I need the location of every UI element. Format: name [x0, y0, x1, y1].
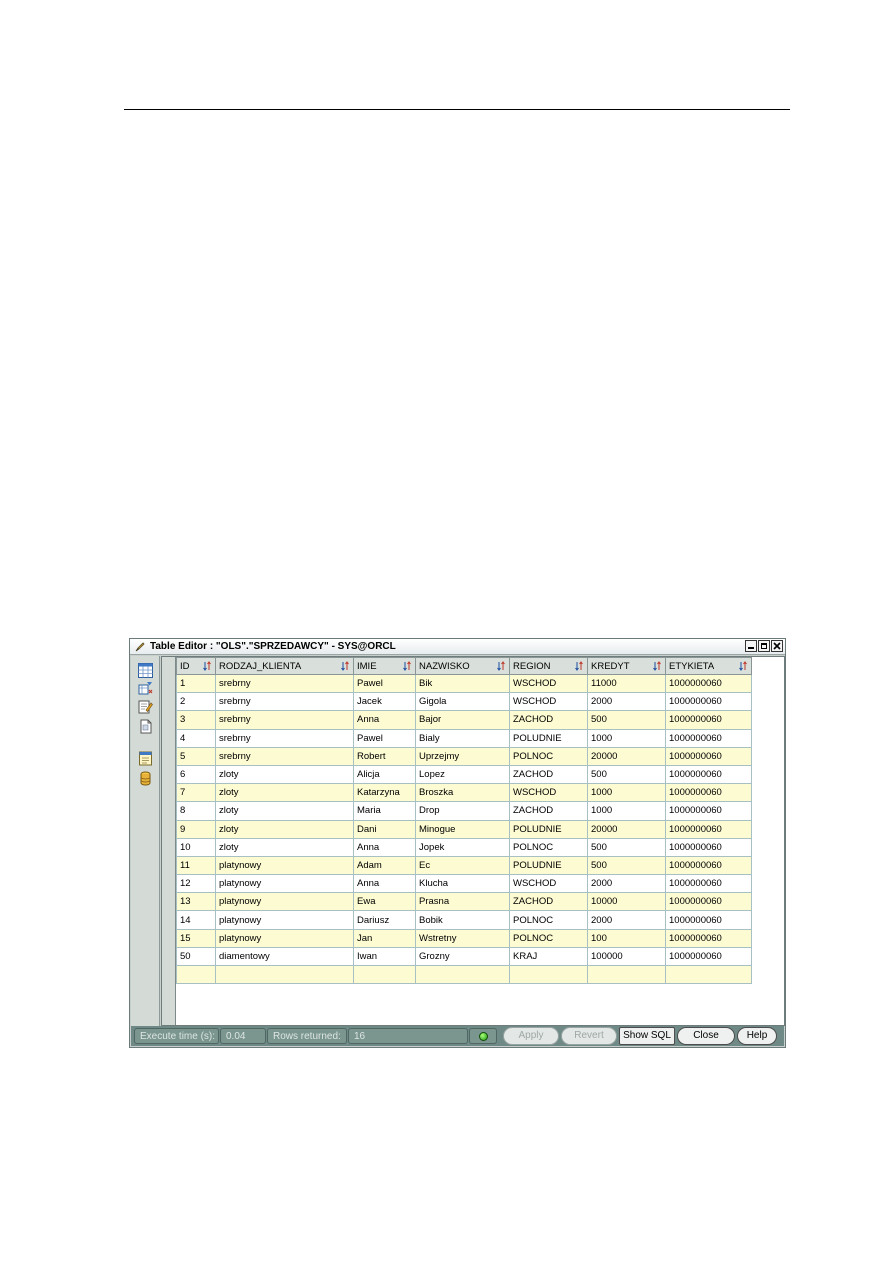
table-cell-imie[interactable]: Dani — [354, 820, 416, 838]
table-cell-region[interactable]: POLUDNIE — [510, 856, 588, 874]
table-cell-imie[interactable]: Maria — [354, 802, 416, 820]
table-header-row — [177, 658, 752, 675]
table-cell-etykieta[interactable]: 1000000060 — [666, 711, 752, 729]
table-cell-etykieta[interactable]: 1000000060 — [666, 765, 752, 783]
table-row[interactable] — [177, 675, 752, 693]
data-grid — [161, 656, 785, 1026]
table-cell-kredyt[interactable]: 2000 — [588, 911, 666, 929]
sort-arrows-icon[interactable] — [341, 661, 349, 671]
table-cell-kredyt[interactable]: 500 — [588, 838, 666, 856]
empty-cell[interactable] — [510, 966, 588, 984]
table-cell-imie[interactable]: Robert — [354, 747, 416, 765]
table-cell-region[interactable]: POLUDNIE — [510, 729, 588, 747]
table-row[interactable] — [177, 711, 752, 729]
table-cell-nazwisko[interactable]: Bobik — [416, 911, 510, 929]
close-button[interactable]: Close — [677, 1027, 735, 1045]
sort-arrows-icon[interactable] — [653, 661, 661, 671]
side-toolbar — [131, 656, 160, 1026]
execute-time-value: 0.04 — [220, 1028, 266, 1044]
table-cell-etykieta[interactable]: 1000000060 — [666, 747, 752, 765]
table-cell-nazwisko[interactable]: Uprzejmy — [416, 747, 510, 765]
table-cell-imie[interactable]: Ewa — [354, 893, 416, 911]
table-cell-nazwisko[interactable]: Lopez — [416, 765, 510, 783]
table-cell-region[interactable]: WSCHOD — [510, 875, 588, 893]
table-cell-etykieta[interactable]: 1000000060 — [666, 875, 752, 893]
table-cell-id[interactable]: 1 — [177, 675, 216, 693]
table-grid-icon[interactable] — [137, 662, 153, 678]
table-cell-nazwisko[interactable]: Drop — [416, 802, 510, 820]
table-cell-region[interactable]: KRAJ — [510, 947, 588, 965]
table-cell-region[interactable]: POLNOC — [510, 747, 588, 765]
table-cell-region[interactable]: POLNOC — [510, 929, 588, 947]
status-led — [469, 1028, 497, 1044]
table-cell-rodzaj-klienta[interactable]: zloty — [216, 838, 354, 856]
column-header-etykieta[interactable] — [666, 658, 752, 675]
empty-cell[interactable] — [588, 966, 666, 984]
table-cell-id[interactable]: 13 — [177, 893, 216, 911]
table-cell-imie[interactable]: Katarzyna — [354, 784, 416, 802]
table-cell-kredyt[interactable]: 1000 — [588, 802, 666, 820]
table-cell-rodzaj-klienta[interactable]: zloty — [216, 820, 354, 838]
rows-returned-value: 16 — [348, 1028, 468, 1044]
table-cell-kredyt[interactable]: 500 — [588, 856, 666, 874]
column-header-label: REGION — [513, 660, 551, 672]
table-cell-rodzaj-klienta[interactable]: zloty — [216, 765, 354, 783]
table-cell-id[interactable]: 12 — [177, 875, 216, 893]
table-row[interactable] — [177, 947, 752, 965]
table-row[interactable] — [177, 802, 752, 820]
column-header-id[interactable] — [177, 658, 216, 675]
pen-editor-icon — [134, 641, 146, 653]
table-cell-rodzaj-klienta[interactable]: platynowy — [216, 875, 354, 893]
column-header-label: IMIE — [357, 660, 377, 672]
table-cell-imie[interactable]: Dariusz — [354, 911, 416, 929]
document-icon[interactable] — [137, 718, 153, 734]
column-header-label: RODZAJ_KLIENTA — [219, 660, 302, 672]
table-cell-imie[interactable]: Anna — [354, 711, 416, 729]
table-cell-region[interactable]: ZACHOD — [510, 802, 588, 820]
table-editor-window — [129, 638, 786, 1048]
table-cell-rodzaj-klienta[interactable]: zloty — [216, 784, 354, 802]
table-cell-region[interactable]: POLUDNIE — [510, 820, 588, 838]
sort-arrows-icon[interactable] — [739, 661, 747, 671]
table-cell-region[interactable]: WSCHOD — [510, 784, 588, 802]
table-row[interactable] — [177, 911, 752, 929]
query-filter-icon[interactable] — [137, 680, 153, 696]
table-cell-rodzaj-klienta[interactable]: platynowy — [216, 893, 354, 911]
column-header-label: ETYKIETA — [669, 660, 715, 672]
empty-cell[interactable] — [666, 966, 752, 984]
table-cell-kredyt[interactable]: 100 — [588, 929, 666, 947]
empty-cell[interactable] — [177, 966, 216, 984]
help-button[interactable]: Help — [737, 1027, 777, 1045]
sort-arrows-icon[interactable] — [497, 661, 505, 671]
table-cell-rodzaj-klienta[interactable]: platynowy — [216, 929, 354, 947]
table-cell-rodzaj-klienta[interactable]: srebrny — [216, 675, 354, 693]
table-row[interactable] — [177, 784, 752, 802]
table-cell-region[interactable]: ZACHOD — [510, 765, 588, 783]
minimize-button[interactable] — [745, 640, 757, 652]
notes-icon[interactable] — [137, 750, 153, 766]
table-cell-id[interactable]: 10 — [177, 838, 216, 856]
table-cell-imie[interactable]: Jacek — [354, 693, 416, 711]
table-cell-id[interactable]: 15 — [177, 929, 216, 947]
table-cell-imie[interactable]: Iwan — [354, 947, 416, 965]
column-header-label: NAZWISKO — [419, 660, 470, 672]
table-row[interactable] — [177, 875, 752, 893]
table-cell-nazwisko[interactable]: Prasna — [416, 893, 510, 911]
table-cell-rodzaj-klienta[interactable]: srebrny — [216, 711, 354, 729]
table-cell-nazwisko[interactable]: Bik — [416, 675, 510, 693]
table-cell-nazwisko[interactable]: Wstretny — [416, 929, 510, 947]
table-cell-id[interactable]: 4 — [177, 729, 216, 747]
sort-arrows-icon[interactable] — [575, 661, 583, 671]
table-cell-imie[interactable]: Jan — [354, 929, 416, 947]
table-cell-nazwisko[interactable]: Klucha — [416, 875, 510, 893]
window-titlebar[interactable] — [130, 639, 785, 655]
table-cell-rodzaj-klienta[interactable]: srebrny — [216, 729, 354, 747]
table-cell-id[interactable]: 14 — [177, 911, 216, 929]
table-cell-region[interactable]: POLNOC — [510, 911, 588, 929]
table-cell-imie[interactable]: Alicja — [354, 765, 416, 783]
table-cell-kredyt[interactable]: 10000 — [588, 893, 666, 911]
table-cell-imie[interactable]: Anna — [354, 875, 416, 893]
table-cell-imie[interactable]: Anna — [354, 838, 416, 856]
table-cell-etykieta[interactable]: 1000000060 — [666, 856, 752, 874]
sort-arrows-icon[interactable] — [203, 661, 211, 671]
column-header-imie[interactable] — [354, 658, 416, 675]
table-cell-etykieta[interactable]: 1000000060 — [666, 820, 752, 838]
table-cell-rodzaj-klienta[interactable]: srebrny — [216, 747, 354, 765]
close-window-button[interactable] — [771, 640, 783, 652]
table-cell-id[interactable]: 9 — [177, 820, 216, 838]
table-cell-etykieta[interactable]: 1000000060 — [666, 838, 752, 856]
revert-button[interactable]: Revert — [561, 1027, 617, 1045]
table-cell-region[interactable]: WSCHOD — [510, 693, 588, 711]
green-led-icon — [479, 1032, 488, 1041]
empty-cell[interactable] — [216, 966, 354, 984]
column-header-kredyt[interactable] — [588, 658, 666, 675]
table-cell-imie[interactable]: Pawel — [354, 729, 416, 747]
column-header-label: KREDYT — [591, 660, 630, 672]
edit-sql-icon[interactable] — [137, 698, 153, 714]
table-row[interactable] — [177, 765, 752, 783]
table-cell-region[interactable]: POLNOC — [510, 838, 588, 856]
table-cell-kredyt[interactable]: 500 — [588, 711, 666, 729]
table-cell-nazwisko[interactable]: Ec — [416, 856, 510, 874]
table-cell-rodzaj-klienta[interactable]: platynowy — [216, 911, 354, 929]
table-cell-id[interactable]: 6 — [177, 765, 216, 783]
database-cylinder-icon[interactable] — [137, 770, 153, 786]
table-cell-rodzaj-klienta[interactable]: zloty — [216, 802, 354, 820]
table-cell-kredyt[interactable]: 20000 — [588, 820, 666, 838]
table-cell-id[interactable]: 8 — [177, 802, 216, 820]
table-cell-id[interactable]: 11 — [177, 856, 216, 874]
table-cell-rodzaj-klienta[interactable]: diamentowy — [216, 947, 354, 965]
table-cell-id[interactable]: 7 — [177, 784, 216, 802]
table-cell-kredyt[interactable]: 500 — [588, 765, 666, 783]
table-cell-kredyt[interactable]: 2000 — [588, 693, 666, 711]
window-title: Table Editor : "OLS"."SPRZEDAWCY" - SYS@ORCL — [150, 641, 396, 652]
table-cell-nazwisko[interactable]: Bajor — [416, 711, 510, 729]
table-row[interactable] — [177, 838, 752, 856]
table-cell-kredyt[interactable]: 1000 — [588, 729, 666, 747]
sort-arrows-icon[interactable] — [403, 661, 411, 671]
window-controls — [745, 640, 783, 652]
table-cell-id[interactable]: 2 — [177, 693, 216, 711]
column-header-rodzaj-klienta[interactable] — [216, 658, 354, 675]
column-header-label: ID — [180, 660, 190, 672]
table-cell-id[interactable]: 5 — [177, 747, 216, 765]
close-icon — [773, 642, 781, 650]
table-cell-kredyt[interactable]: 20000 — [588, 747, 666, 765]
table-cell-etykieta[interactable]: 1000000060 — [666, 893, 752, 911]
column-header-nazwisko[interactable] — [416, 658, 510, 675]
new-record-row[interactable] — [177, 966, 752, 984]
table-cell-id[interactable]: 3 — [177, 711, 216, 729]
table-cell-region[interactable]: WSCHOD — [510, 675, 588, 693]
table-cell-etykieta[interactable]: 1000000060 — [666, 675, 752, 693]
table-cell-etykieta[interactable]: 1000000060 — [666, 911, 752, 929]
table-cell-etykieta[interactable]: 1000000060 — [666, 693, 752, 711]
table-cell-kredyt[interactable]: 1000 — [588, 784, 666, 802]
table-cell-kredyt[interactable]: 100000 — [588, 947, 666, 965]
table-cell-etykieta[interactable]: 1000000060 — [666, 784, 752, 802]
table-row[interactable] — [177, 820, 752, 838]
row-header-gutter — [162, 657, 176, 1025]
table-cell-nazwisko[interactable]: Jopek — [416, 838, 510, 856]
column-header-region[interactable] — [510, 658, 588, 675]
table-row[interactable] — [177, 693, 752, 711]
maximize-button[interactable] — [758, 640, 770, 652]
rows-returned-label: Rows returned: — [267, 1028, 347, 1044]
execute-time-label: Execute time (s): — [134, 1028, 219, 1044]
table-cell-imie[interactable]: Pawel — [354, 675, 416, 693]
table-cell-nazwisko[interactable]: Broszka — [416, 784, 510, 802]
table-cell-kredyt[interactable]: 11000 — [588, 675, 666, 693]
show-sql-button[interactable]: Show SQL — [619, 1027, 675, 1045]
table-cell-nazwisko[interactable]: Grozny — [416, 947, 510, 965]
table-row[interactable] — [177, 747, 752, 765]
table-cell-nazwisko[interactable]: Gigola — [416, 693, 510, 711]
table-cell-etykieta[interactable]: 1000000060 — [666, 729, 752, 747]
table-cell-rodzaj-klienta[interactable]: platynowy — [216, 856, 354, 874]
table-cell-region[interactable]: ZACHOD — [510, 711, 588, 729]
table-row[interactable] — [177, 856, 752, 874]
table-cell-rodzaj-klienta[interactable]: srebrny — [216, 693, 354, 711]
table-cell-etykieta[interactable]: 1000000060 — [666, 929, 752, 947]
table-row[interactable] — [177, 729, 752, 747]
empty-cell[interactable] — [416, 966, 510, 984]
table-row[interactable] — [177, 893, 752, 911]
page-top-rule — [124, 109, 790, 110]
results-table — [176, 657, 752, 984]
table-cell-etykieta[interactable]: 1000000060 — [666, 947, 752, 965]
table-cell-id[interactable]: 50 — [177, 947, 216, 965]
apply-button[interactable]: Apply — [503, 1027, 559, 1045]
table-row[interactable] — [177, 929, 752, 947]
table-cell-nazwisko[interactable]: Minogue — [416, 820, 510, 838]
table-cell-etykieta[interactable]: 1000000060 — [666, 802, 752, 820]
status-bar — [131, 1026, 784, 1046]
table-cell-imie[interactable]: Adam — [354, 856, 416, 874]
empty-cell[interactable] — [354, 966, 416, 984]
table-cell-region[interactable]: ZACHOD — [510, 893, 588, 911]
table-cell-nazwisko[interactable]: Bialy — [416, 729, 510, 747]
table-cell-kredyt[interactable]: 2000 — [588, 875, 666, 893]
